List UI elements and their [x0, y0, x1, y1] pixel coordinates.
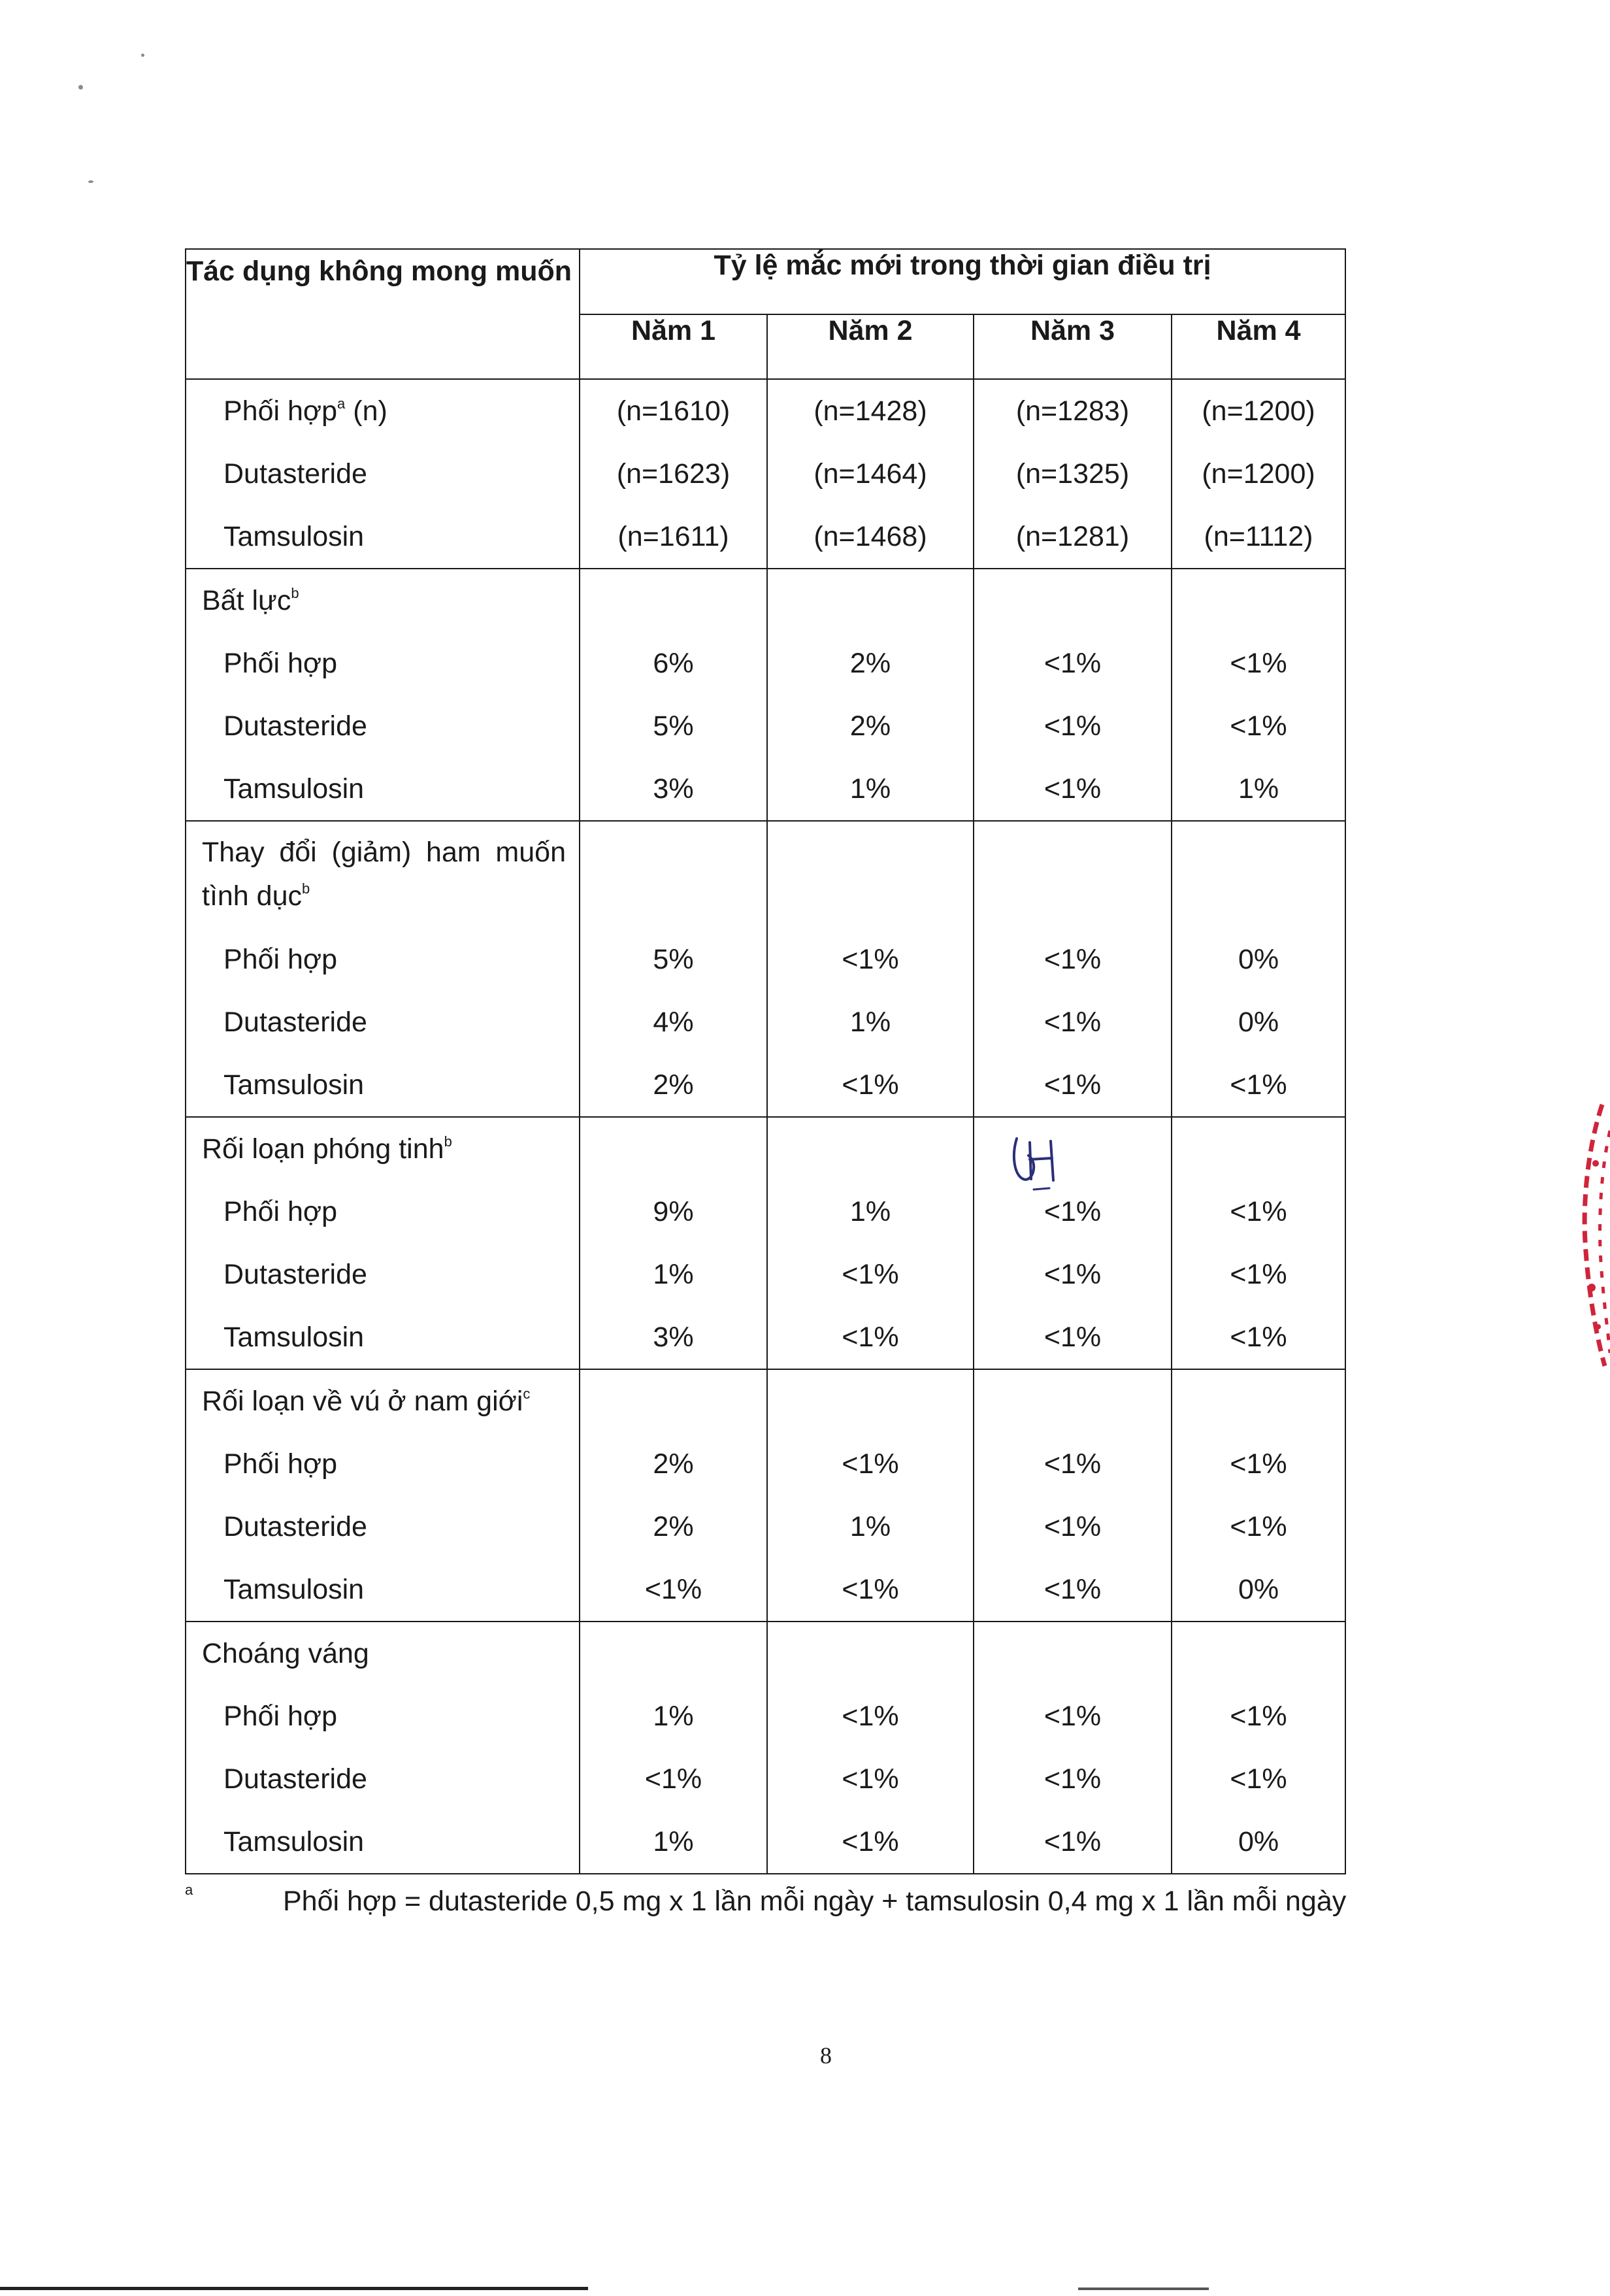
value-cell-year-3 — [974, 1622, 1172, 1874]
value-cell-year-4 — [1172, 569, 1345, 821]
cell-value: <1% — [842, 1574, 899, 1605]
title-spacer — [580, 569, 766, 632]
cell-value: (n=1468) — [813, 521, 927, 552]
cell-value: 0% — [1238, 1826, 1279, 1857]
cell-value: <1% — [1230, 1448, 1287, 1480]
cell-value: 1% — [653, 1259, 694, 1290]
title-spacer — [580, 822, 766, 928]
row-label — [186, 928, 579, 991]
row-label — [186, 1180, 579, 1243]
cell-value: <1% — [1043, 1763, 1102, 1795]
footnote-ref: c — [523, 1386, 531, 1402]
value-cell-year-3 — [974, 379, 1172, 569]
cell-value: 1% — [849, 1007, 891, 1038]
section-title — [186, 1118, 579, 1180]
cell-value: <1% — [1230, 1701, 1287, 1732]
cell-value: (n=1610) — [616, 395, 731, 427]
cell-value: <1% — [1043, 1259, 1102, 1290]
cell-value: (n=1325) — [1015, 458, 1130, 490]
cell-value: <1% — [1230, 1322, 1287, 1353]
cell-value: <1% — [644, 1763, 702, 1795]
footnote-ref: b — [302, 880, 310, 897]
row-label — [186, 632, 579, 695]
header-year-2: Năm 2 — [767, 314, 974, 379]
cell-value: <1% — [1043, 1511, 1102, 1542]
scan-edge-line — [1078, 2288, 1209, 2290]
value-cell-year-1 — [580, 569, 767, 821]
cell-value: <1% — [842, 1826, 899, 1857]
row-label-text: Phối hợp — [223, 1701, 338, 1732]
label-cell — [186, 1117, 580, 1369]
title-spacer — [580, 1622, 766, 1685]
section-title — [186, 1370, 579, 1433]
label-cell — [186, 1369, 580, 1622]
section-title-text: Choáng váng — [202, 1638, 369, 1669]
title-spacer — [974, 1622, 1171, 1685]
table-header-row — [186, 249, 1345, 314]
title-spacer — [1172, 1118, 1345, 1180]
cell-value: (n=1464) — [813, 458, 927, 490]
row-label — [186, 380, 579, 442]
cell-value: <1% — [1043, 1069, 1102, 1101]
cell-value: <1% — [1230, 648, 1287, 679]
header-adverse-effect: Tác dụng không mong muốn — [186, 249, 580, 379]
scan-edge-line — [0, 2287, 588, 2290]
handwritten-initials-icon — [1006, 1129, 1078, 1201]
value-cell-year-2 — [767, 379, 974, 569]
row-label-suffix: (n) — [345, 395, 387, 427]
cell-value: (n=1623) — [616, 458, 731, 490]
cell-value: 2% — [653, 1511, 694, 1542]
cell-value: 3% — [653, 1322, 694, 1353]
footnote-mark: a — [185, 1882, 193, 1898]
row-label-text: Phối hợp — [223, 648, 338, 679]
cell-value: (n=1283) — [1015, 395, 1130, 427]
title-spacer — [768, 1118, 973, 1180]
cell-value: 4% — [653, 1007, 694, 1038]
title-spacer — [1172, 569, 1345, 632]
row-label-text: Dutasteride — [223, 1259, 367, 1290]
title-spacer — [1172, 822, 1345, 928]
row-label — [186, 1243, 579, 1306]
row-label — [186, 1558, 579, 1621]
section-title-text: Thay đổi (giảm) ham muốn tình dục — [202, 837, 566, 912]
row-label-text: Tamsulosin — [223, 521, 365, 552]
cell-value: (n=1112) — [1204, 521, 1313, 552]
cell-value: <1% — [1230, 1196, 1287, 1227]
cell-value: (n=1428) — [813, 395, 927, 427]
cell-value: <1% — [1043, 1826, 1102, 1857]
cell-value: 1% — [849, 773, 891, 805]
value-cell-year-1 — [580, 1369, 767, 1622]
cell-value: <1% — [842, 1069, 899, 1101]
value-cell-year-3 — [974, 569, 1172, 821]
cell-value: <1% — [1043, 1448, 1102, 1480]
section-title — [186, 569, 579, 632]
title-spacer — [768, 1622, 973, 1685]
cell-value: 2% — [849, 710, 891, 742]
section-title-text: Bất lực — [202, 585, 291, 616]
row-label-text: Dutasteride — [223, 1007, 367, 1038]
cell-value: <1% — [1043, 1322, 1102, 1353]
cell-value: 0% — [1238, 1007, 1279, 1038]
value-cell-year-3 — [974, 1369, 1172, 1622]
title-spacer — [974, 569, 1171, 632]
value-cell-year-2 — [767, 569, 974, 821]
cell-value: 5% — [653, 710, 694, 742]
row-label-text: Tamsulosin — [223, 1069, 365, 1101]
value-cell-year-1 — [580, 821, 767, 1117]
cell-value: 5% — [653, 944, 694, 975]
cell-value: <1% — [1043, 1196, 1102, 1227]
row-label — [186, 1306, 579, 1369]
cell-value: 9% — [653, 1196, 694, 1227]
cell-value: <1% — [1043, 773, 1102, 805]
partial-red-stamp-icon — [1576, 1091, 1610, 1379]
title-spacer — [580, 1370, 766, 1433]
sample-size-block — [186, 379, 1345, 569]
row-label-text: Phối hợp — [223, 944, 338, 975]
title-spacer — [974, 1370, 1171, 1433]
value-cell-year-1 — [580, 1622, 767, 1874]
cell-value: <1% — [1043, 1007, 1102, 1038]
cell-value: 2% — [849, 648, 891, 679]
row-label — [186, 1433, 579, 1495]
cell-value: <1% — [842, 944, 899, 975]
label-cell — [186, 821, 580, 1117]
row-label-text: Tamsulosin — [223, 773, 365, 805]
effect-block — [186, 1622, 1345, 1874]
value-cell-year-4 — [1172, 821, 1345, 1117]
footnote-text: Phối hợp = dutasteride 0,5 mg x 1 lần mỗi ngày + tamsulosin 0,4 mg x 1 lần mỗi ngày — [283, 1886, 1347, 1917]
cell-value: <1% — [1043, 1701, 1102, 1732]
cell-value: <1% — [842, 1259, 899, 1290]
cell-value: <1% — [1043, 710, 1102, 742]
row-label — [186, 1748, 579, 1810]
row-label-text: Tamsulosin — [223, 1574, 365, 1605]
footnote-ref: b — [291, 585, 299, 601]
footnote-ref: b — [444, 1133, 452, 1150]
row-label — [186, 695, 579, 757]
adverse-effects-table — [185, 248, 1346, 1874]
section-title-text: Rối loạn về vú ở nam giới — [202, 1386, 523, 1417]
header-year-4: Năm 4 — [1172, 314, 1345, 379]
value-cell-year-2 — [767, 821, 974, 1117]
cell-value: 1% — [653, 1826, 694, 1857]
row-label-text: Dutasteride — [223, 1763, 367, 1795]
title-spacer — [768, 1370, 973, 1433]
cell-value: 6% — [653, 648, 694, 679]
row-label-text: Phối hợp — [223, 1448, 338, 1480]
cell-value: (n=1200) — [1202, 458, 1315, 490]
cell-value: <1% — [1043, 944, 1102, 975]
row-label — [186, 1810, 579, 1873]
row-label — [186, 1495, 579, 1558]
cell-value: <1% — [1230, 1069, 1287, 1101]
title-spacer — [1172, 1370, 1345, 1433]
footnote-ref: a — [337, 395, 346, 412]
cell-value: <1% — [842, 1701, 899, 1732]
value-cell-year-3 — [974, 821, 1172, 1117]
scan-speck — [141, 54, 144, 57]
cell-value: <1% — [1043, 648, 1102, 679]
cell-value: 2% — [653, 1069, 694, 1101]
row-label-text: Phối hợp — [223, 395, 338, 427]
table-body — [186, 379, 1345, 1874]
cell-value: <1% — [842, 1322, 899, 1353]
header-incidence-group: Tỷ lệ mắc mới trong thời gian điều trị — [580, 249, 1345, 314]
value-cell-year-2 — [767, 1369, 974, 1622]
section-title-text: Rối loạn phóng tinh — [202, 1133, 444, 1165]
title-spacer — [768, 569, 973, 632]
row-label-text: Dutasteride — [223, 458, 367, 490]
value-cell-year-4 — [1172, 1369, 1345, 1622]
row-label — [186, 505, 579, 568]
header-year-3: Năm 3 — [974, 314, 1172, 379]
scan-speck — [78, 85, 83, 90]
row-label-text: Tamsulosin — [223, 1826, 365, 1857]
value-cell-year-2 — [767, 1622, 974, 1874]
cell-value: 3% — [653, 773, 694, 805]
cell-value: <1% — [1230, 1511, 1287, 1542]
effect-block — [186, 569, 1345, 821]
cell-value: 0% — [1238, 944, 1279, 975]
value-cell-year-4 — [1172, 379, 1345, 569]
row-label-text: Dutasteride — [223, 1511, 367, 1542]
cell-value: (n=1200) — [1202, 395, 1315, 427]
value-cell-year-1 — [580, 1117, 767, 1369]
cell-value: 1% — [849, 1511, 891, 1542]
cell-value: 0% — [1238, 1574, 1279, 1605]
value-cell-year-4 — [1172, 1117, 1345, 1369]
title-spacer — [580, 1118, 766, 1180]
cell-value: 1% — [1238, 773, 1279, 805]
cell-value: (n=1611) — [617, 521, 729, 552]
row-label — [186, 1054, 579, 1116]
row-label-text: Tamsulosin — [223, 1322, 365, 1353]
row-label — [186, 1685, 579, 1748]
section-title — [186, 1622, 579, 1685]
row-label — [186, 442, 579, 505]
effect-block — [186, 1117, 1345, 1369]
title-spacer — [974, 822, 1171, 928]
cell-value: 1% — [653, 1701, 694, 1732]
cell-value: <1% — [1043, 1574, 1102, 1605]
title-spacer — [1172, 1622, 1345, 1685]
section-title — [186, 822, 579, 928]
cell-value: <1% — [644, 1574, 702, 1605]
header-year-1: Năm 1 — [580, 314, 767, 379]
row-label — [186, 991, 579, 1054]
cell-value: 1% — [849, 1196, 891, 1227]
cell-value: <1% — [842, 1448, 899, 1480]
cell-value: 2% — [653, 1448, 694, 1480]
page-number: 8 — [820, 2042, 832, 2069]
label-cell — [186, 569, 580, 821]
value-cell-year-2 — [767, 1117, 974, 1369]
cell-value: <1% — [1230, 710, 1287, 742]
value-cell-year-4 — [1172, 1622, 1345, 1874]
cell-value: <1% — [1230, 1259, 1287, 1290]
title-spacer — [768, 822, 973, 928]
label-cell — [186, 379, 580, 569]
value-cell-year-1 — [580, 379, 767, 569]
effect-block — [186, 821, 1345, 1117]
label-cell — [186, 1622, 580, 1874]
scan-speck — [88, 180, 93, 183]
cell-value: <1% — [1230, 1763, 1287, 1795]
row-label-text: Dutasteride — [223, 710, 367, 742]
effect-block — [186, 1369, 1345, 1622]
cell-value: <1% — [842, 1763, 899, 1795]
row-label-text: Phối hợp — [223, 1196, 338, 1227]
cell-value: (n=1281) — [1015, 521, 1130, 552]
row-label — [186, 757, 579, 820]
